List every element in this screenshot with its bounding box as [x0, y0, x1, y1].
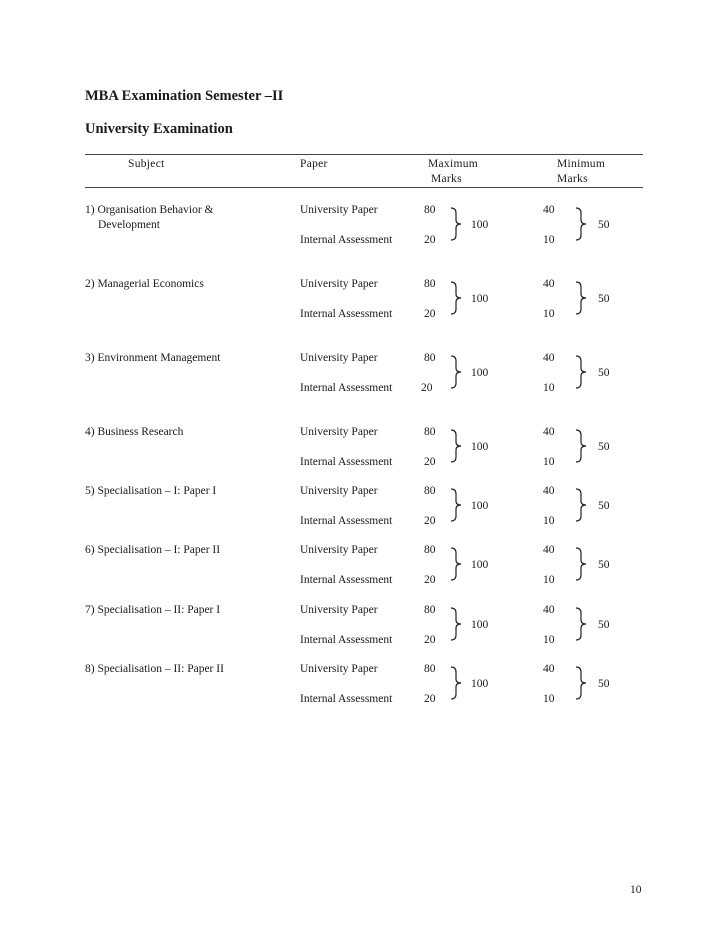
- paper-university: University Paper: [300, 426, 378, 438]
- max-marks-brace: [450, 281, 464, 315]
- max-university-marks: 80: [424, 278, 436, 290]
- table-header-rule: [85, 187, 643, 188]
- min-total-marks: 50: [598, 441, 610, 453]
- min-total-marks: 50: [598, 219, 610, 231]
- min-internal-marks: 10: [543, 308, 555, 320]
- max-internal-marks: 20: [424, 515, 436, 527]
- max-marks-brace: [450, 607, 464, 641]
- min-total-marks: 50: [598, 559, 610, 571]
- min-internal-marks: 10: [543, 234, 555, 246]
- paper-university: University Paper: [300, 204, 378, 216]
- paper-university: University Paper: [300, 278, 378, 290]
- subject-name: 3) Environment Management: [85, 352, 221, 364]
- min-university-marks: 40: [543, 278, 555, 290]
- max-university-marks: 80: [424, 204, 436, 216]
- max-total-marks: 100: [471, 293, 489, 305]
- header-subject: Subject: [128, 158, 165, 170]
- min-marks-brace: [575, 207, 589, 241]
- max-total-marks: 100: [471, 619, 489, 631]
- max-marks-brace: [450, 488, 464, 522]
- paper-internal: Internal Assessment: [300, 574, 393, 586]
- max-total-marks: 100: [471, 219, 489, 231]
- min-internal-marks: 10: [543, 634, 555, 646]
- paper-university: University Paper: [300, 604, 378, 616]
- min-university-marks: 40: [543, 663, 555, 675]
- table-top-rule: [85, 154, 643, 155]
- max-university-marks: 80: [424, 352, 436, 364]
- max-total-marks: 100: [471, 367, 489, 379]
- min-marks-brace: [575, 281, 589, 315]
- max-total-marks: 100: [471, 559, 489, 571]
- min-marks-brace: [575, 355, 589, 389]
- min-total-marks: 50: [598, 293, 610, 305]
- min-total-marks: 50: [598, 367, 610, 379]
- page-number: 10: [630, 884, 642, 896]
- min-internal-marks: 10: [543, 693, 555, 705]
- max-internal-marks: 20: [424, 234, 436, 246]
- min-internal-marks: 10: [543, 456, 555, 468]
- min-university-marks: 40: [543, 352, 555, 364]
- max-marks-brace: [450, 429, 464, 463]
- min-total-marks: 50: [598, 500, 610, 512]
- subject-name: 2) Managerial Economics: [85, 278, 204, 290]
- min-internal-marks: 10: [543, 574, 555, 586]
- paper-internal: Internal Assessment: [300, 515, 393, 527]
- subject-name: 4) Business Research: [85, 426, 184, 438]
- subject-name: 7) Specialisation – II: Paper I: [85, 604, 221, 616]
- max-internal-marks: 20: [424, 693, 436, 705]
- paper-internal: Internal Assessment: [300, 234, 393, 246]
- min-marks-brace: [575, 488, 589, 522]
- min-university-marks: 40: [543, 204, 555, 216]
- min-marks-brace: [575, 666, 589, 700]
- subject-name: 5) Specialisation – I: Paper I: [85, 485, 217, 497]
- paper-university: University Paper: [300, 544, 378, 556]
- document-subtitle: University Examination: [85, 121, 233, 137]
- max-university-marks: 80: [424, 544, 436, 556]
- min-marks-brace: [575, 547, 589, 581]
- min-internal-marks: 10: [543, 515, 555, 527]
- max-marks-brace: [450, 666, 464, 700]
- header-minimum: Minimum: [557, 158, 606, 170]
- subject-name: 1) Organisation Behavior &: [85, 204, 214, 216]
- subject-name: 8) Specialisation – II: Paper II: [85, 663, 224, 675]
- paper-university: University Paper: [300, 663, 378, 675]
- max-internal-marks: 20: [424, 574, 436, 586]
- header-maximum-marks: Marks: [431, 173, 462, 185]
- max-university-marks: 80: [424, 663, 436, 675]
- min-university-marks: 40: [543, 604, 555, 616]
- subject-name: 6) Specialisation – I: Paper II: [85, 544, 221, 556]
- header-minimum-marks: Marks: [557, 173, 588, 185]
- paper-university: University Paper: [300, 485, 378, 497]
- min-total-marks: 50: [598, 619, 610, 631]
- max-internal-marks: 20: [424, 634, 436, 646]
- min-internal-marks: 10: [543, 382, 555, 394]
- max-total-marks: 100: [471, 678, 489, 690]
- max-total-marks: 100: [471, 500, 489, 512]
- max-internal-marks: 20: [424, 456, 436, 468]
- max-internal-marks: 20: [421, 382, 433, 394]
- max-marks-brace: [450, 207, 464, 241]
- max-total-marks: 100: [471, 441, 489, 453]
- max-university-marks: 80: [424, 426, 436, 438]
- max-marks-brace: [450, 547, 464, 581]
- paper-internal: Internal Assessment: [300, 382, 393, 394]
- header-paper: Paper: [300, 158, 328, 170]
- paper-internal: Internal Assessment: [300, 693, 393, 705]
- max-university-marks: 80: [424, 604, 436, 616]
- paper-internal: Internal Assessment: [300, 456, 393, 468]
- min-university-marks: 40: [543, 485, 555, 497]
- min-marks-brace: [575, 429, 589, 463]
- max-university-marks: 80: [424, 485, 436, 497]
- paper-internal: Internal Assessment: [300, 634, 393, 646]
- min-university-marks: 40: [543, 544, 555, 556]
- min-total-marks: 50: [598, 678, 610, 690]
- header-maximum: Maximum: [428, 158, 479, 170]
- paper-university: University Paper: [300, 352, 378, 364]
- document-title: MBA Examination Semester –II: [85, 88, 284, 104]
- min-marks-brace: [575, 607, 589, 641]
- subject-name-continued: Development: [98, 219, 160, 231]
- max-internal-marks: 20: [424, 308, 436, 320]
- min-university-marks: 40: [543, 426, 555, 438]
- max-marks-brace: [450, 355, 464, 389]
- paper-internal: Internal Assessment: [300, 308, 393, 320]
